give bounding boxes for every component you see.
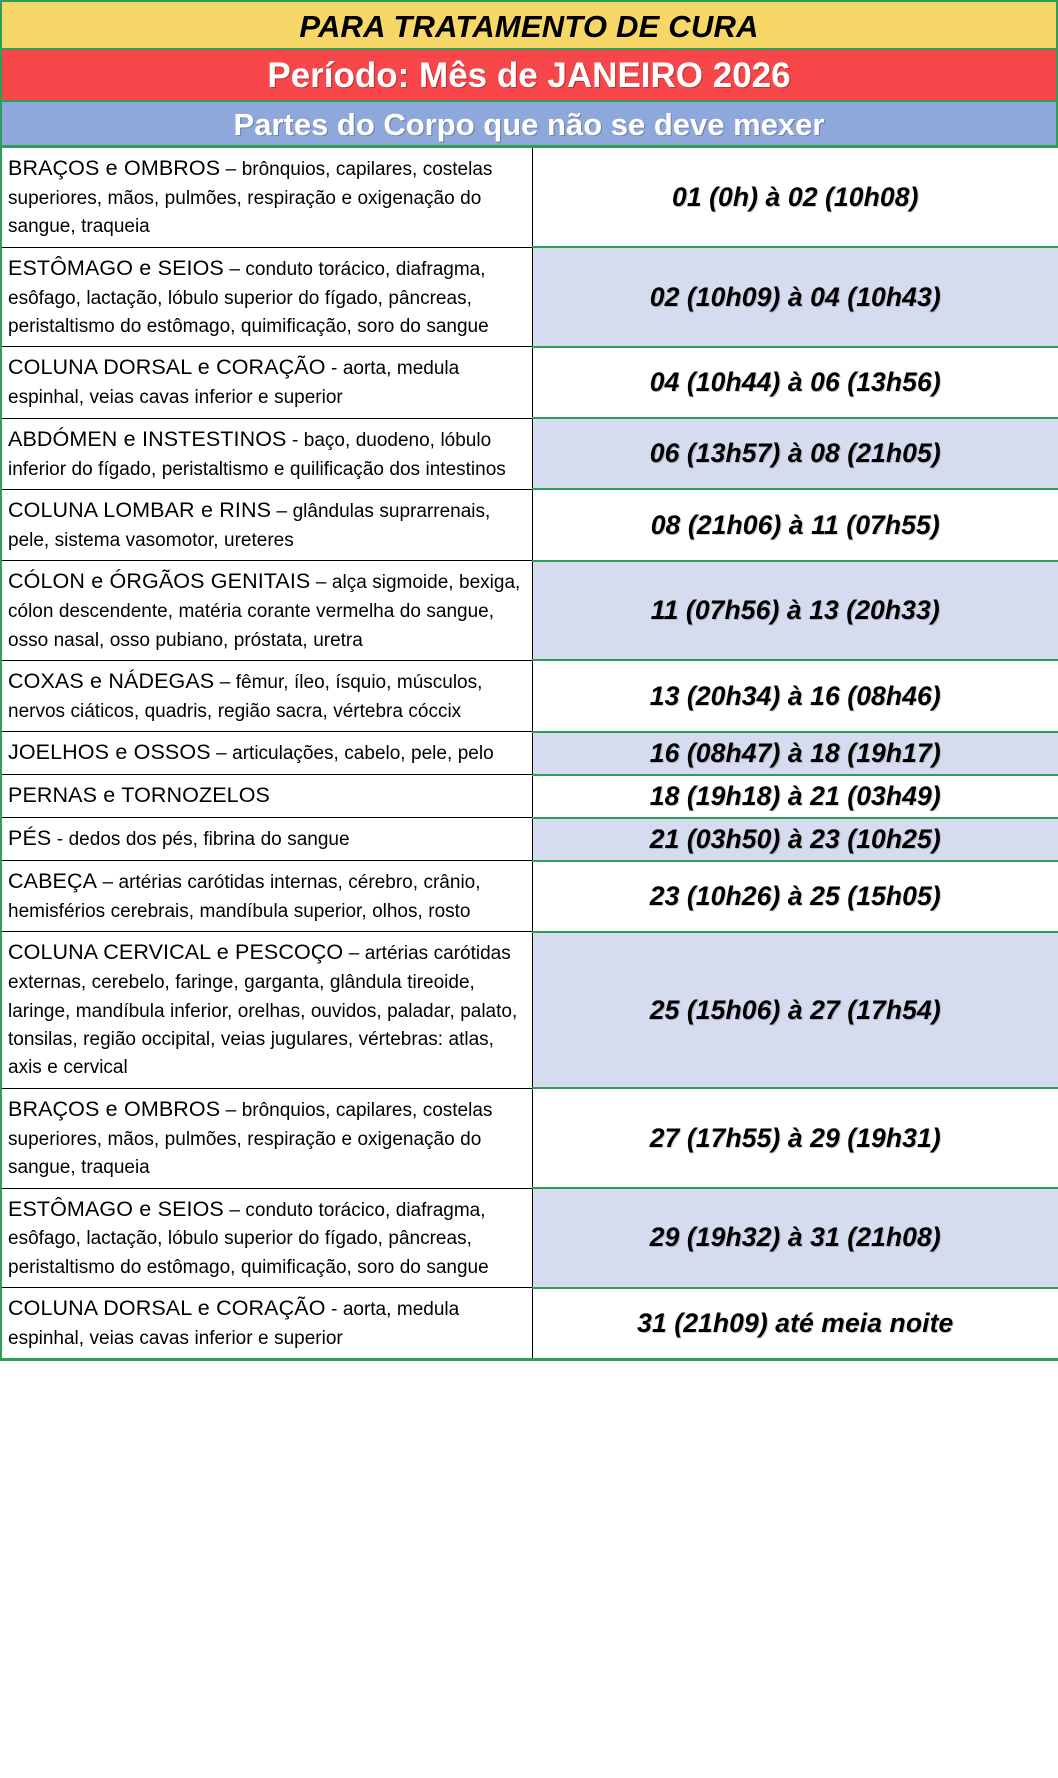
body-parts-cell	[1, 818, 532, 861]
body-part-name: BRAÇOS e OMBROS	[8, 156, 221, 180]
body-part-detail: - aorta, medula espinhal, veias cavas inferior e superior	[8, 358, 460, 409]
body-part-name: JOELHOS e OSSOS	[8, 740, 211, 765]
body-parts-cell	[1, 775, 532, 818]
body-part-name: COXAS e NÁDEGAS	[8, 668, 215, 693]
body-parts-cell	[1, 660, 532, 731]
page-title: PARA TRATAMENTO DE CURA	[0, 0, 1058, 50]
body-parts-cell	[1, 148, 532, 247]
body-part-name: PERNAS e TORNOZELOS	[8, 783, 270, 808]
body-part-name: CABEÇA	[8, 869, 98, 894]
date-range-cell: 11 (07h56) à 13 (20h33)	[532, 561, 1058, 661]
date-range-cell: 13 (20h34) à 16 (08h46)	[532, 660, 1058, 731]
body-parts-cell	[1, 1288, 532, 1360]
date-range-cell: 21 (03h50) à 23 (10h25)	[532, 818, 1058, 861]
body-parts-table	[0, 148, 1058, 1361]
table-row	[1, 932, 1058, 1088]
body-parts-cell	[1, 861, 532, 932]
body-part-name: COLUNA CERVICAL e PESCOÇO	[8, 940, 344, 965]
body-part-detail: – alça sigmoide, bexiga, cólon descendente, matéria corante vermelha do sangue, osso nasal, osso pubiano, próstata, uretra	[8, 572, 521, 651]
body-parts-cell	[1, 418, 532, 489]
table-row	[1, 148, 1058, 247]
date-range-cell: 31 (21h09) até meia noite	[532, 1288, 1058, 1360]
date-range-cell: 16 (08h47) à 18 (19h17)	[532, 732, 1058, 775]
body-part-name: ESTÔMAGO e SEIOS	[8, 255, 224, 280]
body-parts-cell	[1, 932, 532, 1088]
table-row	[1, 347, 1058, 418]
body-parts-cell	[1, 1088, 532, 1188]
table-row	[1, 561, 1058, 661]
body-part-detail: – brônquios, capilares, costelas superiores, mãos, pulmões, respiração e oxigenação do sangue, traqueia	[8, 1099, 493, 1179]
body-part-detail: – artérias carótidas externas, cerebelo, faringe, garganta, glândula tireoide, laringe, mandíbula inferior, orelhas, ouvidos, paladar, palato, tonsilas, região occipital, veias jugulares, vértebras: atlas, axis e cervical	[8, 943, 518, 1079]
body-part-detail: – glândulas suprarrenais, pele, sistema vasomotor, ureteres	[8, 500, 491, 551]
date-range-cell: 29 (19h32) à 31 (21h08)	[532, 1188, 1058, 1288]
table-row	[1, 775, 1058, 818]
body-part-name: ESTÔMAGO e SEIOS	[8, 1196, 224, 1221]
period-banner: Período: Mês de JANEIRO 2026	[0, 50, 1058, 102]
table-row	[1, 732, 1058, 775]
table-row	[1, 1288, 1058, 1360]
body-part-name: CÓLON e ÓRGÃOS GENITAIS	[8, 569, 311, 594]
table-row	[1, 818, 1058, 861]
date-range-cell: 01 (0h) à 02 (10h08)	[532, 148, 1058, 247]
body-part-detail: - baço, duodeno, lóbulo inferior do fígado, peristaltismo e quilificação dos intestinos	[8, 429, 506, 480]
body-part-name: BRAÇOS e OMBROS	[8, 1096, 221, 1121]
body-part-detail: – articulações, cabelo, pele, pelo	[210, 743, 494, 765]
subtitle-banner: Partes do Corpo que não se deve mexer	[0, 102, 1058, 148]
date-range-cell: 04 (10h44) à 06 (13h56)	[532, 347, 1058, 418]
body-part-name: PÉS	[8, 826, 52, 851]
table-row	[1, 247, 1058, 347]
body-part-detail: – artérias carótidas internas, cérebro, crânio, hemisférios cerebrais, mandíbula superior, olhos, rosto	[8, 872, 481, 923]
body-part-detail: - dedos dos pés, fibrina do sangue	[51, 829, 350, 851]
body-parts-cell	[1, 247, 532, 347]
table-row	[1, 489, 1058, 560]
date-range-cell: 02 (10h09) à 04 (10h43)	[532, 247, 1058, 347]
body-part-detail: – conduto torácico, diafragma, esôfago, lactação, lóbulo superior do fígado, pâncreas, peristaltismo do estômago, quimificação, soro do sangue	[8, 1199, 489, 1278]
body-parts-cell	[1, 732, 532, 775]
table-row	[1, 861, 1058, 932]
body-part-name: ABDÓMEN e INSTESTINOS	[8, 426, 287, 451]
body-part-detail: – fêmur, íleo, ísquio, músculos, nervos ciáticos, quadris, região sacra, vértebra cóccix	[8, 671, 483, 722]
body-part-name: COLUNA LOMBAR e RINS	[8, 497, 272, 522]
body-parts-cell	[1, 1188, 532, 1288]
date-range-cell: 08 (21h06) à 11 (07h55)	[532, 489, 1058, 560]
table-row	[1, 418, 1058, 489]
body-part-detail: – conduto torácico, diafragma, esôfago, lactação, lóbulo superior do fígado, pâncreas, peristaltismo do estômago, quimificação, soro do sangue	[8, 258, 489, 337]
body-parts-cell	[1, 347, 532, 418]
body-parts-cell	[1, 489, 532, 560]
date-range-cell: 25 (15h06) à 27 (17h54)	[532, 932, 1058, 1088]
table-row	[1, 1188, 1058, 1288]
body-part-detail: - aorta, medula espinhal, veias cavas inferior e superior	[8, 1299, 460, 1350]
body-part-name: COLUNA DORSAL e CORAÇÃO	[8, 355, 326, 380]
date-range-cell: 23 (10h26) à 25 (15h05)	[532, 861, 1058, 932]
body-part-detail: – brônquios, capilares, costelas superiores, mãos, pulmões, respiração e oxigenação do sangue, traqueia	[8, 159, 493, 238]
table-row	[1, 1088, 1058, 1188]
date-range-cell: 18 (19h18) à 21 (03h49)	[532, 775, 1058, 818]
date-range-cell: 06 (13h57) à 08 (21h05)	[532, 418, 1058, 489]
table-body	[1, 148, 1058, 1360]
date-range-cell: 27 (17h55) à 29 (19h31)	[532, 1088, 1058, 1188]
body-part-name: COLUNA DORSAL e CORAÇÃO	[8, 1296, 326, 1321]
table-row	[1, 660, 1058, 731]
body-parts-cell	[1, 561, 532, 661]
